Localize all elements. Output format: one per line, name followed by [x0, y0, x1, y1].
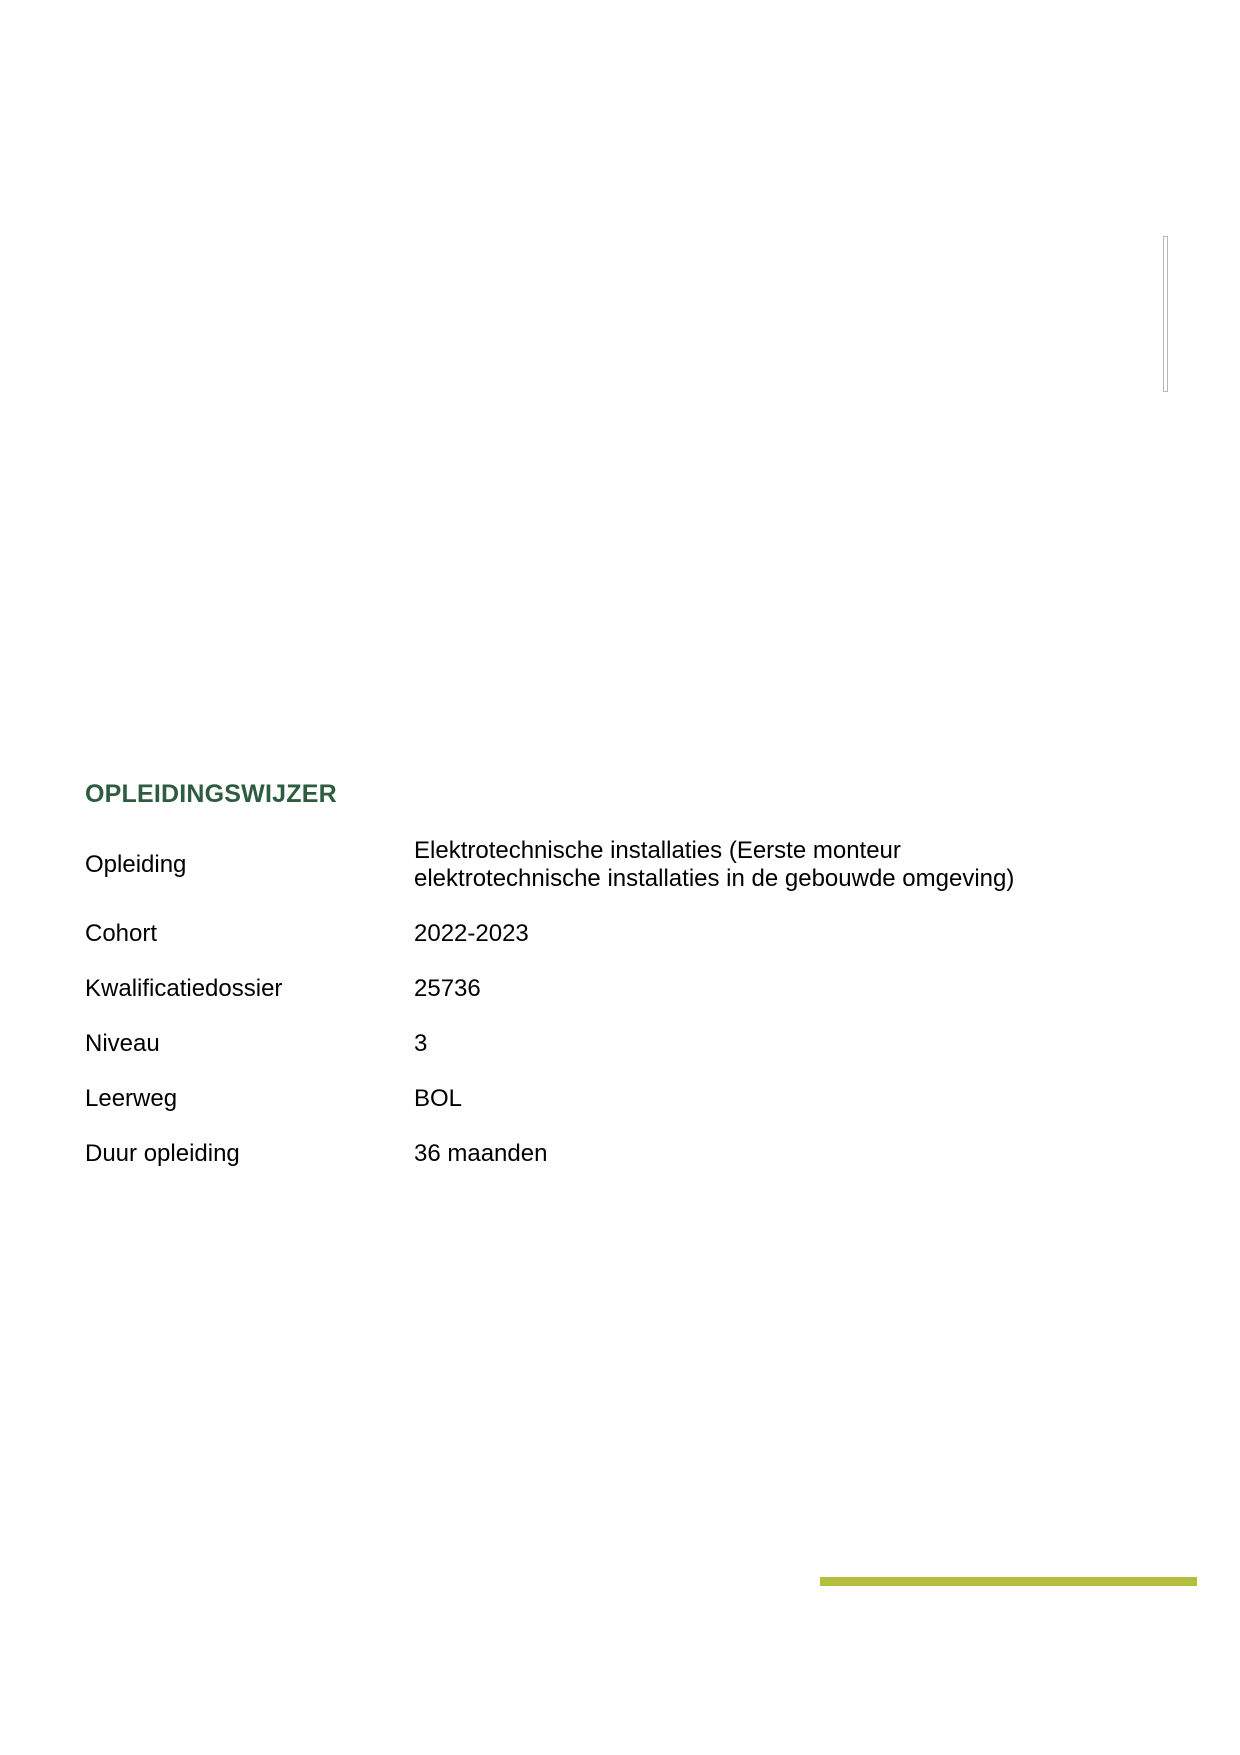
row-label-leerweg: Leerweg — [85, 1085, 178, 1112]
row-label-cohort: Cohort — [85, 920, 158, 947]
row-value-duur-opleiding: 36 maanden — [414, 1140, 548, 1167]
row-label-niveau: Niveau — [85, 1030, 160, 1057]
table-row — [85, 1071, 1094, 1126]
table-row — [85, 898, 1094, 961]
row-value-opleiding: Elektrotechnische installaties (Eerste monteur elektrotechnische installaties in de gebouwde omgeving) — [414, 837, 1015, 892]
row-value-niveau: 3 — [414, 1030, 428, 1057]
row-label-opleiding: Opleiding — [85, 851, 187, 878]
row-value-cohort: 2022-2023 — [414, 920, 529, 947]
table-row — [85, 832, 1094, 898]
row-label-kwalificatiedossier: Kwalificatiedossier — [85, 975, 283, 1002]
section-title: OPLEIDINGSWIJZER — [85, 780, 337, 808]
row-value-leerweg: BOL — [414, 1085, 463, 1112]
vertical-divider — [1163, 236, 1168, 392]
info-table — [85, 832, 1094, 1181]
table-row — [85, 1126, 1094, 1181]
row-value-kwalificatiedossier: 25736 — [414, 975, 481, 1002]
accent-bar — [820, 1577, 1197, 1586]
table-row — [85, 1016, 1094, 1071]
table-row — [85, 961, 1094, 1016]
row-label-duur-opleiding: Duur opleiding — [85, 1140, 240, 1167]
